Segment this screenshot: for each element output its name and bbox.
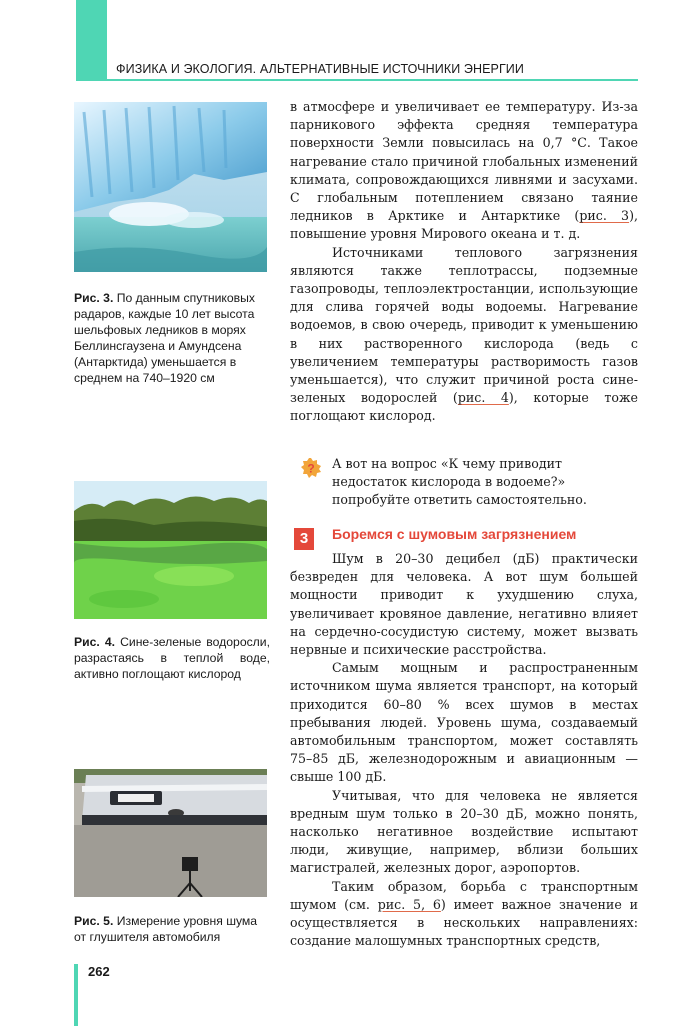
section-title: Боремся с шумовым загрязнением	[332, 526, 577, 542]
figure-5-6-reference[interactable]: рис. 5, 6	[377, 896, 441, 912]
figure-5-caption	[74, 913, 270, 945]
paragraph-thermal-text-a: Источниками теплового загрязнения являются также теплотрассы, подземные газопроводы, теплоэлектростанции, использующие для слива горячей воды водоемы. Нагревание водоемов, в свою очередь, приводит к уменьшению в них растворенного кислорода (ведь с увеличением температуры растворимость газов уменьшается), что служит причиной роста сине-зеленых водорослей (	[290, 244, 638, 406]
footer-accent-bar	[74, 964, 78, 1026]
header-tab	[76, 0, 107, 80]
figure-3-label: Рис. 3.	[74, 291, 114, 305]
main-text-top	[290, 98, 638, 426]
section-number-badge: 3	[294, 528, 314, 550]
figure-4-reference[interactable]: рис. 4	[457, 390, 509, 406]
figure-4-text: Сине-зеленые водоросли, разрастаясь в теплой воде, активно поглощают кислород	[74, 635, 270, 681]
svg-text:?: ?	[307, 461, 315, 476]
figure-3-text: По данным спутниковых радаров, каждые 10 лет высота шельфовых ледников в морях Беллинсгаузена и Амундсена (Антарктида) уменьшается в среднем на 740–1920 см	[74, 291, 256, 385]
paragraph-control-text-a: Таким образом, борьба с транспортным шумом (см.	[290, 878, 638, 912]
paragraph-noise-intro: Шум в 20–30 децибел (дБ) практически безвреден для человека. А вот шум большей мощности приводит к ухудшению слуха, увеличивает кровяное давление, негативно влияет на сердечно-сосудистую систему, может вызвать нервные и психические расстройства.	[290, 551, 638, 658]
paragraph-thermal-pollution	[290, 244, 638, 426]
paragraph-transport-noise: Самым мощным и распространенным источником шума является транспорт, на который приходится 60–80 % всех шумов в местах пребывания людей. Уровень шума, создаваемый автомобильным транспортом, может составлять 75–85 дБ, железнодорожным и авиационным — свыше 100 дБ.	[290, 660, 638, 785]
figure-4-caption	[74, 634, 270, 682]
figure-3-reference[interactable]: рис. 3	[579, 208, 630, 224]
figure-3-caption	[74, 290, 270, 386]
paragraph-climate-text-a: в атмосфере и увеличивает ее температуру. Из-за парникового эффекта средняя температура поверхности Земли повысилась на 0,7 °С. Такое нагревание стало причиной глобальных изменений климата, сопровождающихся ливнями и засухами. С глобальным потеплением связано таяние ледников в Арктике и Антарктике (	[290, 99, 638, 224]
main-text-noise	[290, 550, 638, 950]
question-text: А вот на вопрос «К чему приводит недостаток кислорода в водоеме?» попробуйте ответить самостоятельно.	[332, 456, 587, 508]
section-heading	[294, 524, 638, 550]
paragraph-climate-text-b: ), повышение уровня Мирового океана и т. д.	[290, 208, 638, 242]
question-icon	[300, 457, 322, 479]
page-number: 262	[88, 964, 110, 979]
paragraph-noise-impact: Учитывая, что для человека не является вредным шум только в 20–30 дБ, можно понять, насколько негативное воздействие испытают люди, живущие, например, вблизи больших магистралей, железных дорог, аэропортов.	[290, 787, 638, 876]
header-rule	[76, 79, 638, 81]
figure-4-label: Рис. 4.	[74, 635, 116, 649]
paragraph-noise-control	[290, 878, 638, 951]
paragraph-control-text-b: ) имеет важное значение и осуществляется в нескольких направлениях: создание малошумных транспортных средств,	[290, 896, 638, 949]
figure-exhaust-photo	[74, 769, 267, 897]
figure-glacier-photo	[74, 102, 267, 272]
paragraph-thermal-text-b: ), которые тоже поглощают кислород.	[290, 390, 638, 424]
figure-5-text: Измерение уровня шума от глушителя автомобиля	[74, 914, 258, 944]
running-header: ФИЗИКА И ЭКОЛОГИЯ. АЛЬТЕРНАТИВНЫЕ ИСТОЧНИКИ ЭНЕРГИИ	[116, 62, 524, 76]
paragraph-climate	[290, 98, 638, 244]
figure-algae-photo	[74, 481, 267, 619]
figure-5-label: Рис. 5.	[74, 914, 114, 928]
